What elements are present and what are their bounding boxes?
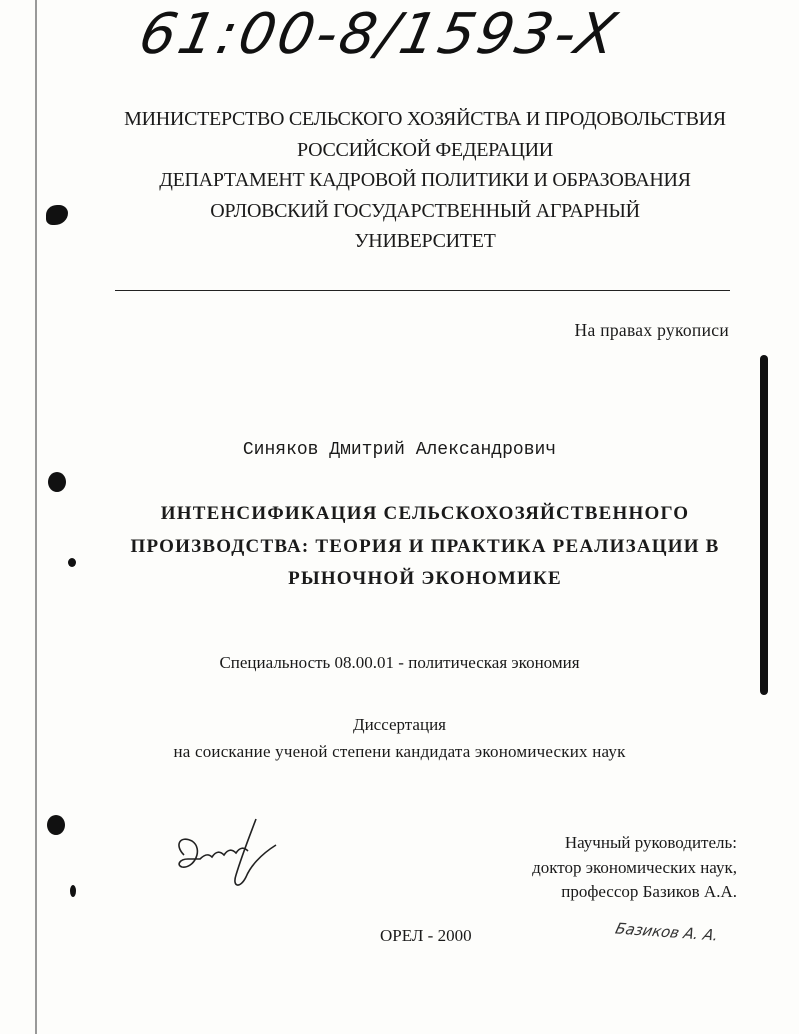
title-line: ИНТЕНСИФИКАЦИЯ СЕЛЬСКОХОЗЯЙСТВЕННОГО bbox=[160, 503, 690, 524]
horizontal-divider bbox=[115, 290, 730, 291]
dissertation-subtitle: на соискание ученой степени кандидата экономических наук bbox=[173, 742, 626, 761]
supervisor-block bbox=[532, 831, 737, 905]
institution-line: ДЕПАРТАМЕНТ КАДРОВОЙ ПОЛИТИКИ И ОБРАЗОВАНИЯ bbox=[159, 169, 691, 192]
dissertation-label: Диссертация bbox=[352, 715, 446, 734]
punch-hole-mark bbox=[48, 472, 66, 492]
institution-line: ОРЛОВСКИЙ ГОСУДАРСТВЕННЫЙ АГРАРНЫЙ bbox=[210, 199, 640, 222]
punch-hole-mark bbox=[70, 885, 76, 897]
supervisor-line: профессор Базиков А.А. bbox=[561, 882, 737, 901]
right-edge-shadow bbox=[760, 355, 768, 695]
archive-code: 61:00-8/1593-X bbox=[133, 2, 625, 67]
title-line: ПРОИЗВОДСТВА: ТЕОРИЯ И ПРАКТИКА РЕАЛИЗАЦИИ В bbox=[130, 535, 720, 557]
rights-note: На правах рукописи bbox=[574, 320, 729, 340]
supervisor-line: Научный руководитель: bbox=[564, 833, 737, 852]
punch-hole-mark bbox=[68, 558, 76, 567]
supervisor-line: доктор экономических наук, bbox=[532, 857, 737, 877]
pencil-note: Базиков А. А. bbox=[613, 919, 721, 945]
dissertation-title bbox=[100, 498, 750, 596]
institution-header bbox=[100, 104, 750, 257]
institution-line: УНИВЕРСИТЕТ bbox=[354, 230, 496, 253]
institution-line: РОССИЙСКОЙ ФЕДЕРАЦИИ bbox=[297, 138, 553, 161]
signature bbox=[170, 815, 280, 895]
title-line: РЫНОЧНОЙ ЭКОНОМИКЕ bbox=[288, 568, 562, 589]
punch-hole-mark bbox=[46, 205, 68, 225]
specialty: Специальность 08.00.01 - политическая экономия bbox=[219, 653, 580, 672]
author-name: Синяков Дмитрий Александрович bbox=[242, 440, 557, 460]
institution-line: МИНИСТЕРСТВО СЕЛЬСКОГО ХОЗЯЙСТВА И ПРОДОВОЛЬСТВИЯ bbox=[124, 108, 726, 130]
city-year: ОРЕЛ - 2000 bbox=[380, 926, 472, 945]
left-margin-line bbox=[35, 0, 37, 1034]
punch-hole-mark bbox=[47, 815, 65, 835]
